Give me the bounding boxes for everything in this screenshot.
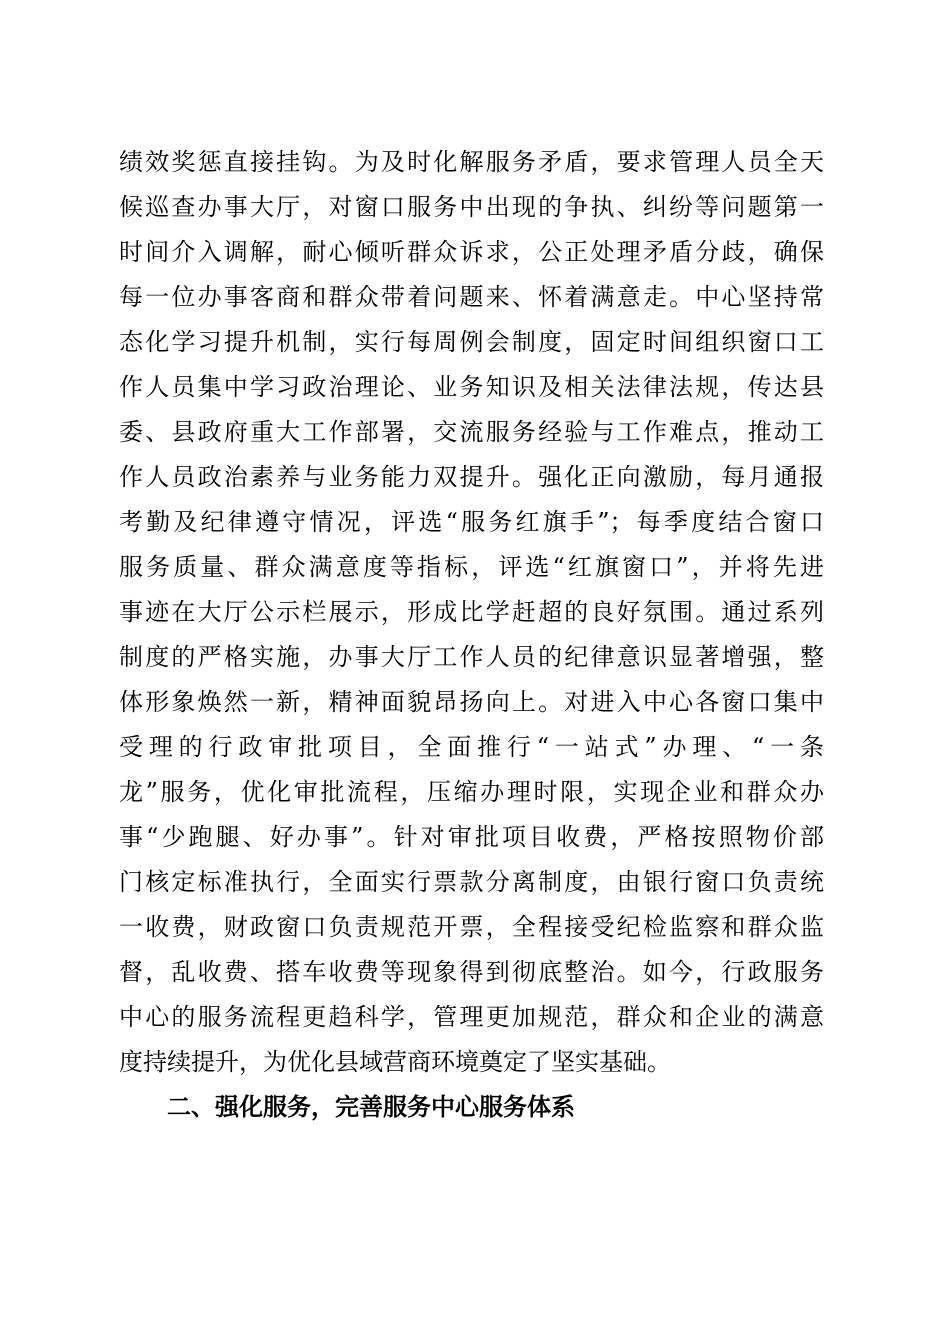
paragraph-line: 一收费，财政窗口负责规范开票，全程接受纪检监察和群众监 bbox=[119, 913, 824, 941]
paragraph-line: 每一位办事客商和群众带着问题来、怀着满意走。中心坚持常 bbox=[119, 283, 824, 311]
paragraph-line: 时间介入调解，耐心倾听群众诉求，公正处理矛盾分歧，确保 bbox=[119, 238, 824, 266]
paragraph-line: 委、县政府重大工作部署，交流服务经验与工作难点，推动工 bbox=[119, 418, 824, 446]
paragraph-line: 服务质量、群众满意度等指标，评选“红旗窗口”，并将先进 bbox=[119, 553, 824, 581]
paragraph-line: 龙”服务，优化审批流程，压缩办理时限，实现企业和群众办 bbox=[119, 778, 824, 806]
paragraph-line: 度持续提升，为优化县域营商环境奠定了坚实基础。 bbox=[119, 1048, 671, 1076]
paragraph-line: 绩效奖惩直接挂钩。为及时化解服务矛盾，要求管理人员全天 bbox=[119, 148, 824, 176]
paragraph-line: 中心的服务流程更趋科学，管理更加规范，群众和企业的满意 bbox=[119, 1003, 824, 1031]
paragraph-line: 受理的行政审批项目，全面推行“一站式”办理、“一条 bbox=[119, 733, 824, 761]
paragraph-line: 考勤及纪律遵守情况，评选“服务红旗手”；每季度结合窗口 bbox=[119, 508, 824, 536]
paragraph-line: 事迹在大厅公示栏展示，形成比学赶超的良好氛围。通过系列 bbox=[119, 598, 824, 626]
paragraph-line: 作人员集中学习政治理论、业务知识及相关法律法规，传达县 bbox=[119, 373, 824, 401]
paragraph-line: 制度的严格实施，办事大厅工作人员的纪律意识显著增强，整 bbox=[119, 643, 824, 671]
paragraph-line: 体形象焕然一新，精神面貌昂扬向上。对进入中心各窗口集中 bbox=[119, 688, 824, 716]
paragraph-line: 候巡查办事大厅，对窗口服务中出现的争执、纠纷等问题第一 bbox=[119, 193, 824, 221]
paragraph-line: 事“少跑腿、好办事”。针对审批项目收费，严格按照物价部 bbox=[119, 823, 824, 851]
paragraph-line: 态化学习提升机制，实行每周例会制度，固定时间组织窗口工 bbox=[119, 328, 824, 356]
paragraph-line: 作人员政治素养与业务能力双提升。强化正向激励，每月通报 bbox=[119, 463, 824, 491]
section-heading: 二、强化服务，完善服务中心服务体系 bbox=[167, 1093, 575, 1121]
paragraph-line: 督，乱收费、搭车收费等现象得到彻底整治。如今，行政服务 bbox=[119, 958, 824, 986]
paragraph-line: 门核定标准执行，全面实行票款分离制度，由银行窗口负责统 bbox=[119, 868, 824, 896]
